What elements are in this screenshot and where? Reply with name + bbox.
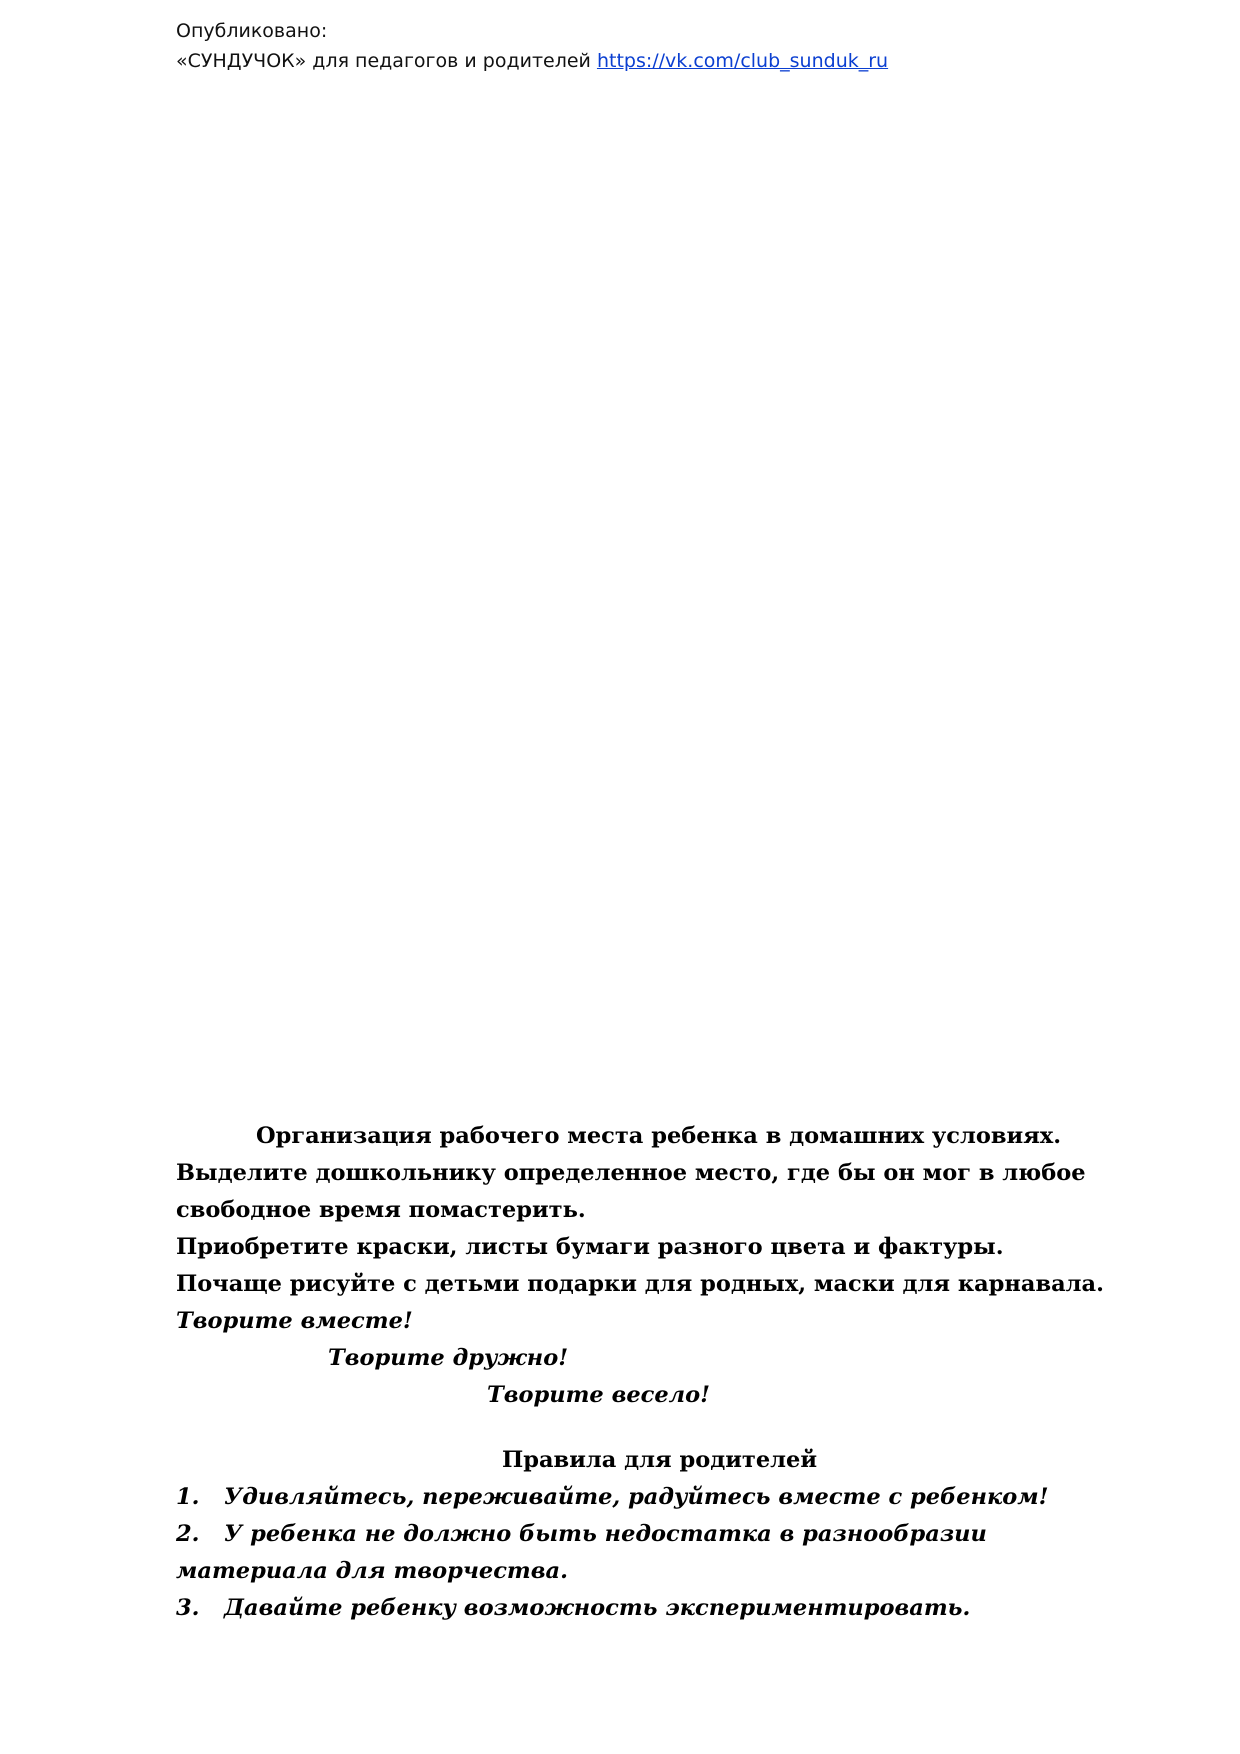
rule-number: 1. [176, 1484, 200, 1510]
rule-text: Давайте ребенку возможность экспериментировать. [224, 1595, 971, 1621]
article-body [176, 1118, 1136, 1627]
article-line-3: Приобретите краски, листы бумаги разного цвета и фактуры. [176, 1234, 1004, 1260]
rule-text: Удивляйтесь, переживайте, радуйтесь вместе с ребенком! [224, 1484, 1049, 1510]
spacer [176, 1414, 1136, 1442]
article-title: Организация рабочего места ребенка в домашних условиях. [256, 1123, 1062, 1149]
publisher-link[interactable]: https://vk.com/club_sunduk_ru [596, 50, 889, 72]
publisher-line [176, 46, 888, 76]
publication-header [176, 16, 888, 76]
publisher-text: «СУНДУЧОК» для педагогов и родителей [176, 50, 591, 72]
rules-title: Правила для родителей [502, 1447, 818, 1473]
article-line-1: Выделите дошкольнику определенное место, где бы он мог в любое [176, 1160, 1086, 1186]
slogan-1: Творите вместе! [176, 1308, 413, 1334]
rule-item-1 [176, 1479, 1136, 1516]
rule-item-3 [176, 1590, 1136, 1627]
rule-item-2-continuation: материала для творчества. [176, 1558, 568, 1584]
slogan-3: Творите весело! [487, 1382, 711, 1408]
rule-number: 3. [176, 1595, 200, 1621]
slogan-2: Творите дружно! [328, 1345, 569, 1371]
rule-text: У ребенка не должно быть недостатка в разнообразии [224, 1521, 987, 1547]
article-line-4: Почаще рисуйте с детьми подарки для родных, маски для карнавала. [176, 1271, 1104, 1297]
article-line-2: свободное время помастерить. [176, 1197, 586, 1223]
rule-item-2 [176, 1516, 1136, 1553]
published-label: Опубликовано: [176, 20, 328, 42]
rule-number: 2. [176, 1521, 200, 1547]
